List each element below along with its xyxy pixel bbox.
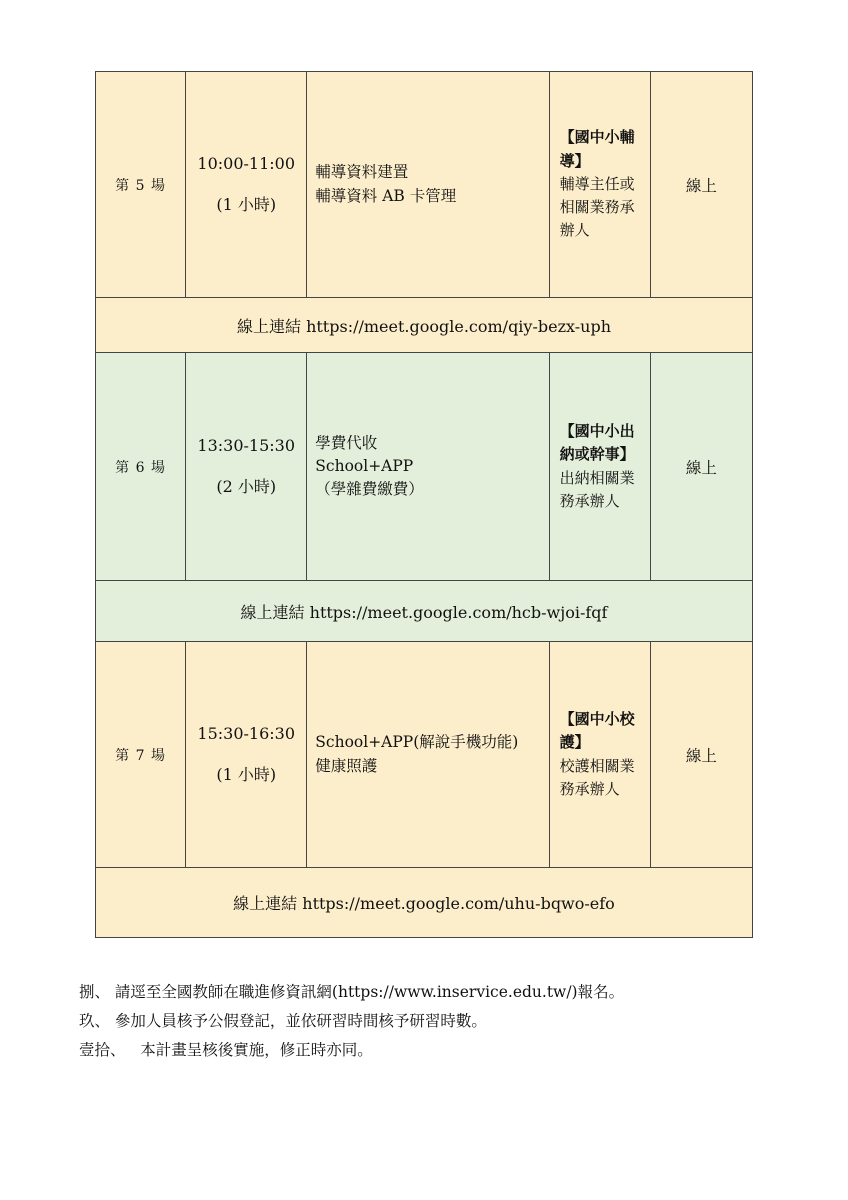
target-description: 出納相關業務承辦人 [559, 468, 635, 510]
target-audience [549, 72, 650, 298]
duration: (1 小時) [216, 194, 277, 214]
target-audience [549, 642, 650, 868]
session-row [96, 72, 753, 298]
session-topic [307, 72, 549, 298]
session-number: 第 6 場 [96, 353, 186, 581]
meeting-link[interactable]: 線上連結 https://meet.google.com/qiy-bezx-uph [96, 298, 753, 353]
note-implementation: 壹拾、 本計畫呈核後實施，修正時亦同。 [79, 1041, 373, 1059]
topic-line: 學費代收 [315, 433, 378, 452]
session-row [96, 353, 753, 581]
time-range: 15:30-16:30 [197, 724, 296, 744]
topic-line: （學雜費繳費） [315, 480, 424, 499]
topic-line: School+APP [315, 456, 414, 475]
note-leave: 玖、 參加人員核予公假登記，並依研習時間核予研習時數。 [79, 1012, 487, 1030]
session-row [96, 642, 753, 868]
session-mode: 線上 [650, 353, 752, 581]
schedule-table [95, 71, 753, 938]
session-topic [307, 642, 549, 868]
session-time [186, 353, 307, 581]
target-description: 輔導主任或相關業務承辦人 [559, 174, 635, 240]
target-category: 【國中小校護】 [559, 710, 635, 752]
time-range: 13:30-15:30 [197, 436, 296, 456]
topic-line: 輔導資料建置 [315, 163, 409, 182]
topic-line: 健康照護 [315, 756, 378, 775]
session-mode: 線上 [650, 72, 752, 298]
meeting-link[interactable]: 線上連結 https://meet.google.com/hcb-wjoi-fqf [96, 581, 753, 642]
session-time [186, 72, 307, 298]
target-category: 【國中小輔導】 [559, 128, 635, 170]
target-category: 【國中小出納或幹事】 [559, 422, 635, 464]
target-description: 校護相關業務承辦人 [559, 756, 635, 798]
duration: (2 小時) [216, 476, 277, 496]
session-topic [307, 353, 549, 581]
notes-section [79, 978, 624, 1065]
topic-line: 輔導資料 AB 卡管理 [315, 186, 457, 205]
session-mode: 線上 [650, 642, 752, 868]
link-row [96, 581, 753, 642]
time-range: 10:00-11:00 [197, 154, 296, 174]
link-row [96, 298, 753, 353]
duration: (1 小時) [216, 764, 277, 784]
session-number: 第 5 場 [96, 72, 186, 298]
target-audience [549, 353, 650, 581]
session-time [186, 642, 307, 868]
session-number: 第 7 場 [96, 642, 186, 868]
note-registration: 捌、 請逕至全國教師在職進修資訊網(https://www.inservice.edu.tw/)報名。 [79, 983, 625, 1001]
meeting-link[interactable]: 線上連結 https://meet.google.com/uhu-bqwo-efo [96, 868, 753, 938]
topic-line: School+APP(解說手機功能) [315, 733, 519, 752]
link-row [96, 868, 753, 938]
